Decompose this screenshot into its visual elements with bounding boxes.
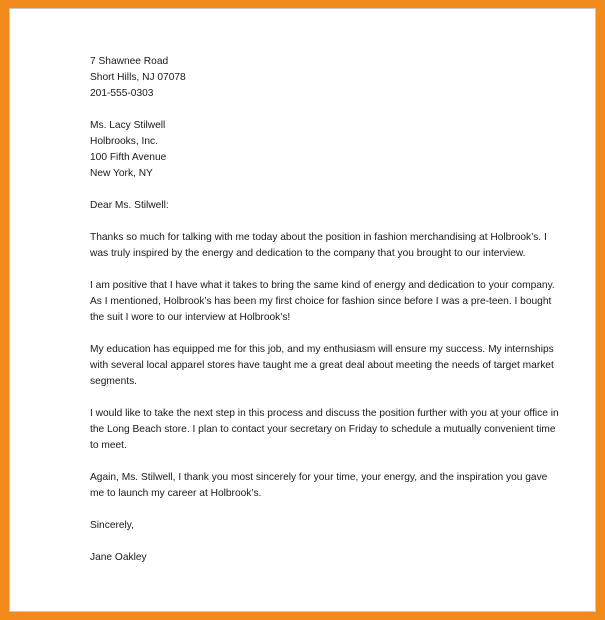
sender-city: Short Hills, NJ 07078 <box>90 72 186 83</box>
sender-phone: 201-555-0303 <box>90 88 154 99</box>
recipient-company: Holbrooks, Inc. <box>90 136 158 147</box>
signature-name: Jane Oakley <box>90 552 147 563</box>
paragraph-5-line-1: Again, Ms. Stilwell, I thank you most sincerely for your time, your energy, and the inspiration you gave <box>90 472 548 483</box>
paragraph-2-line-1: I am positive that I have what it takes to bring the same kind of energy and dedication to your company. <box>90 280 555 291</box>
paragraph-4-line-1: I would like to take the next step in this process and discuss the position further with you at your office in <box>90 408 559 419</box>
paragraph-4-line-3: to meet. <box>90 440 127 451</box>
paragraph-5-line-2: me to launch my career at Holbrook’s. <box>90 488 262 499</box>
paragraph-3-line-1: My education has equipped me for this job, and my enthusiasm will ensure my success. My internships <box>90 344 554 355</box>
paragraph-1-line-2: was truly inspired by the energy and dedication to the company that you brought to our interview. <box>90 248 526 259</box>
letter-page <box>9 8 596 612</box>
paragraph-1-line-1: Thanks so much for talking with me today about the position in fashion merchandising at Holbrook’s. I <box>90 232 547 243</box>
recipient-city: New York, NY <box>90 168 153 179</box>
sender-street: 7 Shawnee Road <box>90 56 169 67</box>
paragraph-2-line-3: the suit I wore to our interview at Holbrook’s! <box>90 312 291 323</box>
closing: Sincerely, <box>90 520 134 531</box>
paragraph-3-line-2: with several local apparel stores have taught me a great deal about meeting the needs of target market <box>90 360 554 371</box>
paragraph-2-line-2: As I mentioned, Holbrook’s has been my first choice for fashion since before I was a pre-teen. I bought <box>90 296 552 307</box>
recipient-street: 100 Fifth Avenue <box>90 152 167 163</box>
letter-body <box>90 54 559 566</box>
recipient-name: Ms. Lacy Stilwell <box>90 120 166 131</box>
paragraph-4-line-2: the Long Beach store. I plan to contact your secretary on Friday to schedule a mutually convenient time <box>90 424 556 435</box>
salutation: Dear Ms. Stilwell: <box>90 200 169 211</box>
paragraph-3-line-3: segments. <box>90 376 137 387</box>
